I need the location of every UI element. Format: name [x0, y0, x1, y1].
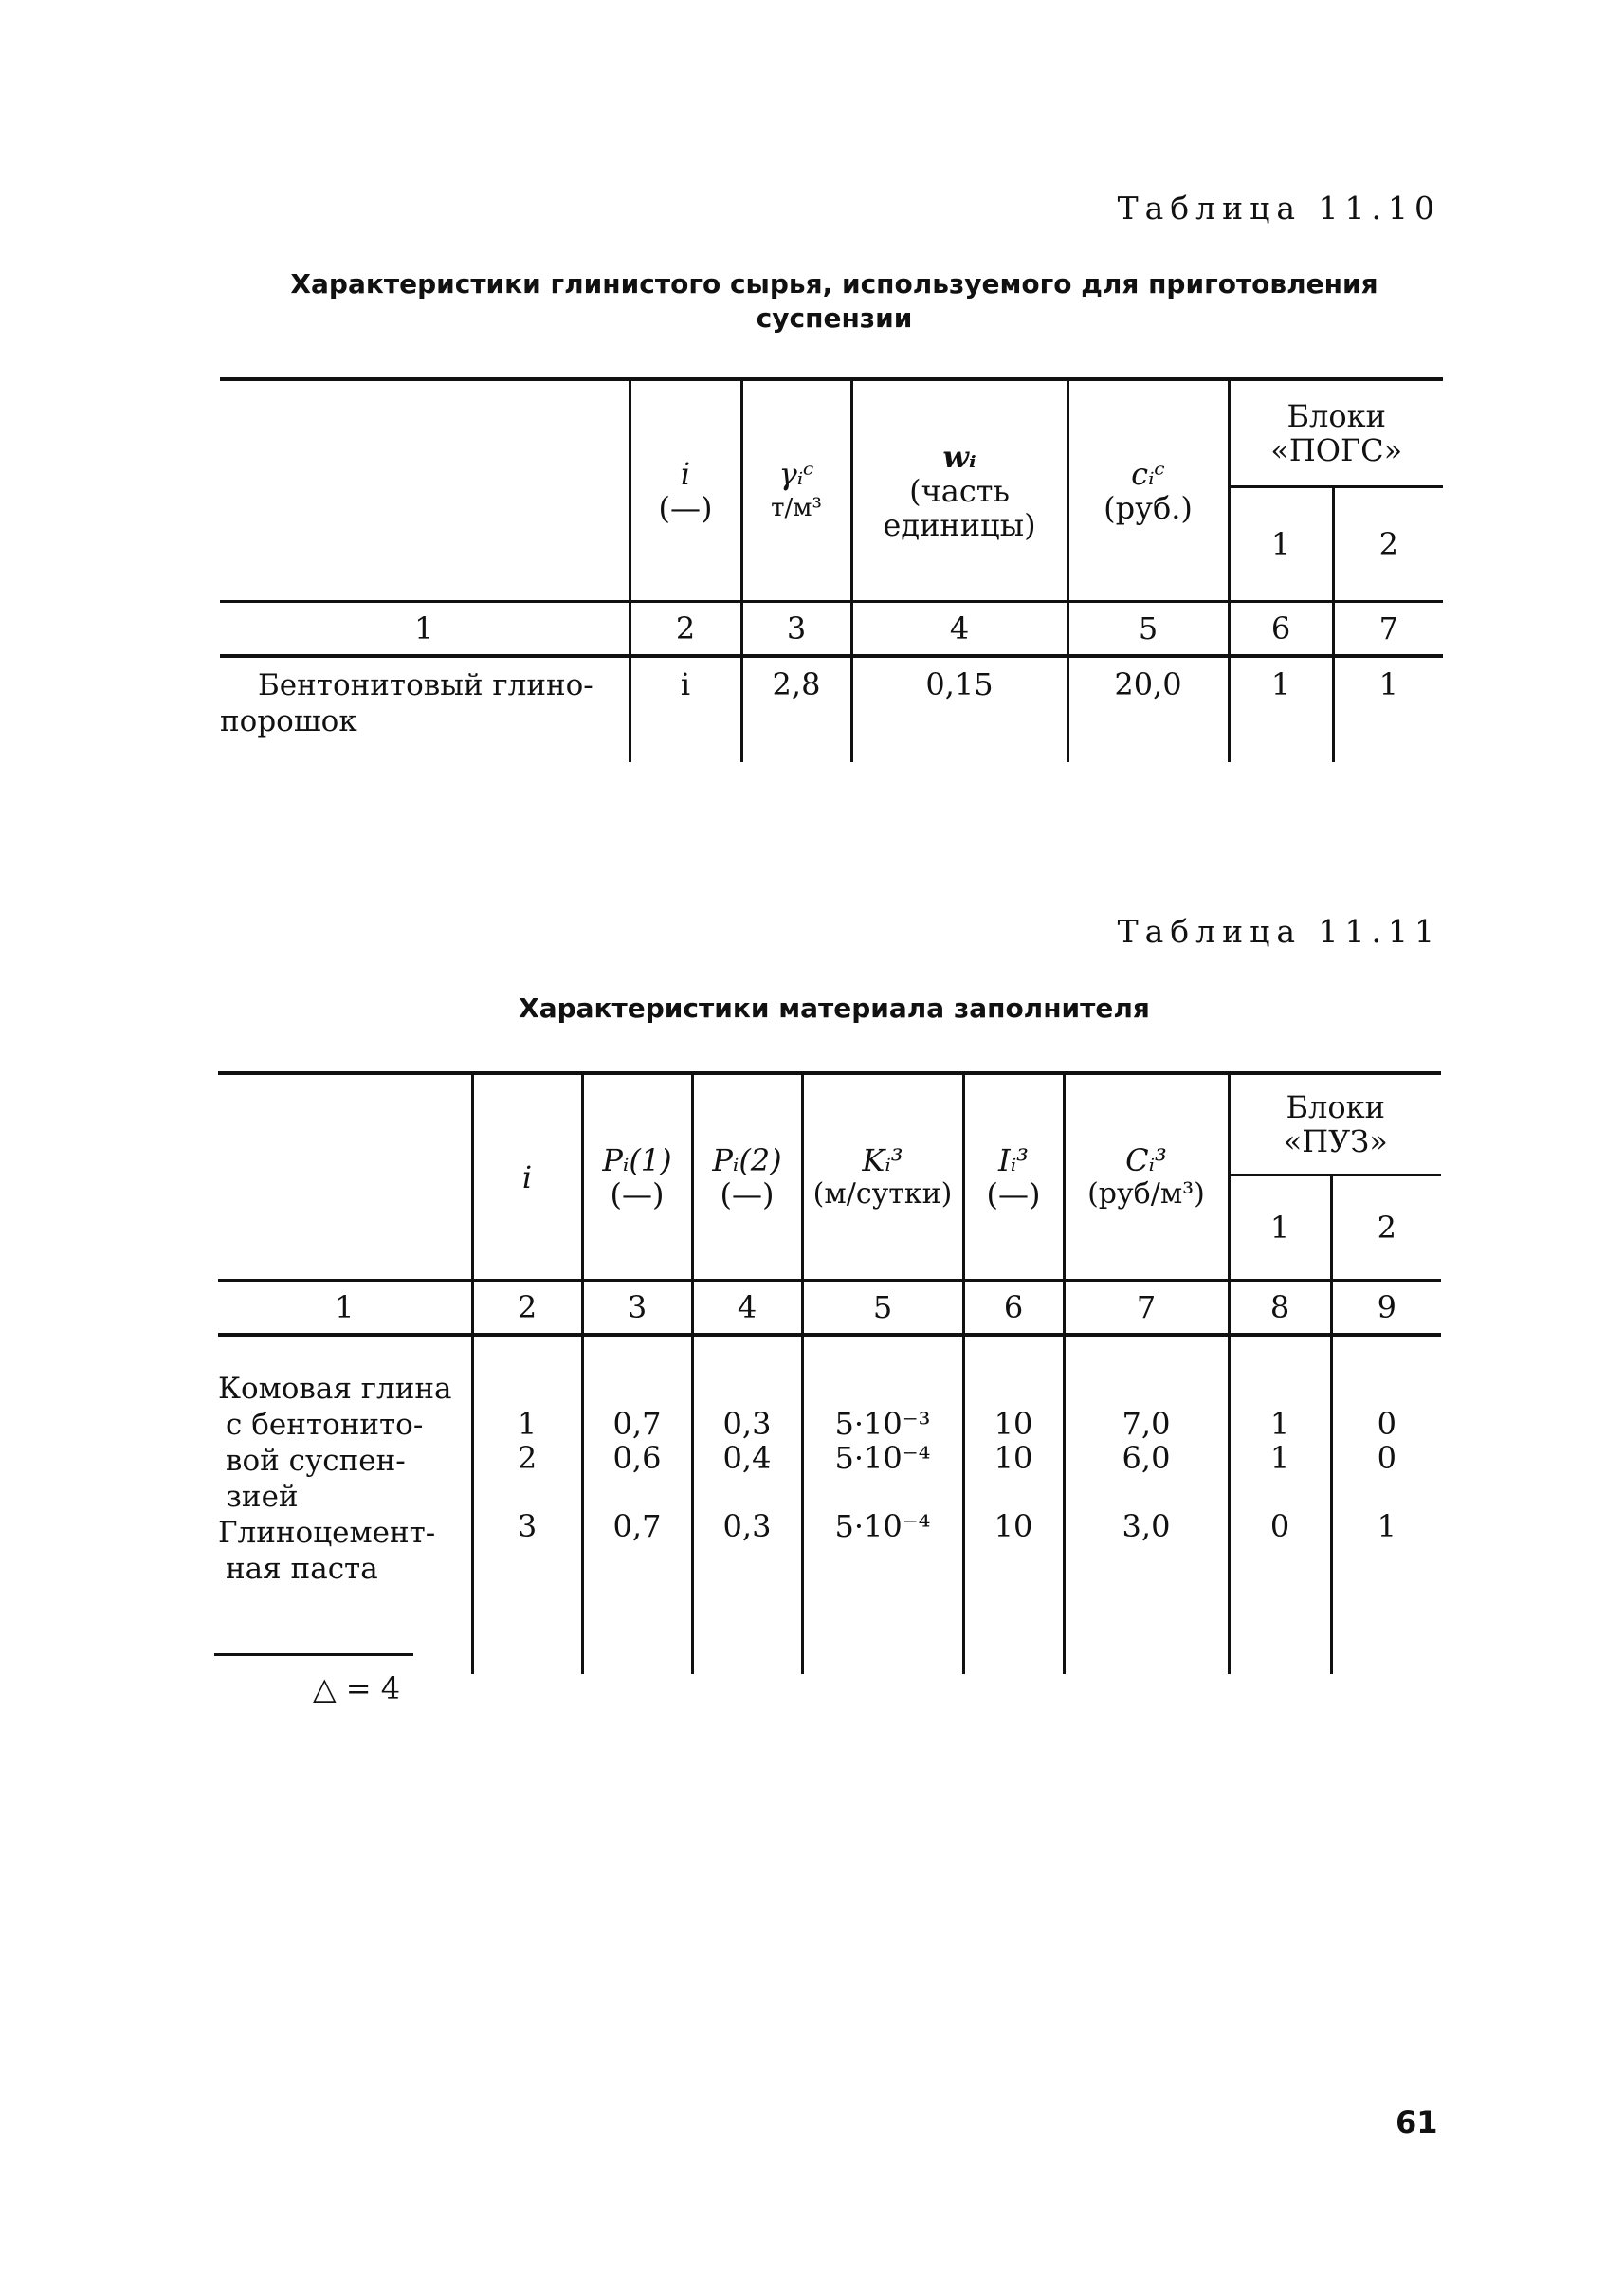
table1-cell-gamma: 2,8	[741, 656, 851, 762]
table2-cell: 10	[994, 1508, 1033, 1544]
table2-col-l	[963, 1335, 1064, 1674]
table2-cell: 1	[1377, 1508, 1396, 1544]
table2-body	[218, 1335, 1441, 1674]
table2-cell: 6,0	[1122, 1440, 1171, 1476]
footnote: △ = 4	[313, 1670, 401, 1706]
table2-colnum-8: 8	[1229, 1281, 1331, 1336]
table2-col-b1	[1229, 1335, 1331, 1674]
table2-colnum-7: 7	[1064, 1281, 1229, 1336]
table1-title-line1: Характеристики глинистого сырья, используемого для приготовления	[290, 268, 1378, 300]
table2-cell: 7,0	[1122, 1406, 1171, 1442]
table1-header-i: i (—)	[630, 379, 741, 602]
table1-colnum-2: 2	[630, 602, 741, 657]
table1-colnum-1: 1	[220, 602, 630, 657]
table2-header-blocks: Блоки «ПУЗ»	[1229, 1073, 1441, 1175]
table1-colnum-3: 3	[741, 602, 851, 657]
table2-caption: Таблица 11.11	[1117, 913, 1441, 950]
table2-col-p2	[692, 1335, 802, 1674]
footnote-rule	[214, 1653, 413, 1656]
table2-cell: 1	[517, 1406, 538, 1442]
table2-col-k	[802, 1335, 963, 1674]
table2-header-i: i	[472, 1073, 582, 1281]
table2-cell: 0,4	[722, 1440, 772, 1476]
table1-header-block-1: 1	[1229, 487, 1333, 602]
table2-col-i	[472, 1335, 582, 1674]
table2-colnum-5: 5	[802, 1281, 963, 1336]
table2-colnum-6: 6	[963, 1281, 1064, 1336]
table1-caption: Таблица 11.10	[1117, 190, 1441, 227]
table2-colnum-2: 2	[472, 1281, 582, 1336]
table2-header-empty	[218, 1073, 472, 1281]
table1-header-empty	[220, 379, 630, 602]
table1-row-name: Бентонитовый глино- порошок	[220, 668, 593, 738]
table1-header-w: wᵢ (часть единицы)	[851, 379, 1067, 602]
table2-header-p1: Pᵢ(1) (—)	[582, 1073, 692, 1281]
table2-colnum-9: 9	[1331, 1281, 1441, 1336]
table1-header-gamma: γᵢᶜ т/м³	[741, 379, 851, 602]
table2-header-c: Cᵢ³ (руб/м³)	[1064, 1073, 1229, 1281]
table1-header-block-2: 2	[1333, 487, 1443, 602]
table1-colnum-4: 4	[851, 602, 1067, 657]
table1-cell-i: i	[630, 656, 741, 762]
table2-cell: 5·10⁻⁴	[834, 1440, 931, 1476]
table1-cell-b1: 1	[1229, 656, 1333, 762]
table2-header-p2: Pᵢ(2) (—)	[692, 1073, 802, 1281]
table2-cell: 10	[994, 1406, 1033, 1442]
table2-cell: 0,7	[612, 1406, 662, 1442]
table2-header-k: Kᵢ³ (м/сутки)	[802, 1073, 963, 1281]
table2-cell: 5·10⁻⁴	[834, 1508, 931, 1544]
table1-cell-b2: 1	[1333, 656, 1443, 762]
table2-cell: 10	[994, 1440, 1033, 1476]
table2-header-block-1: 1	[1229, 1175, 1331, 1281]
table1-cell-c: 20,0	[1067, 656, 1229, 762]
table2-cell: 0	[1377, 1440, 1396, 1476]
table2-header-block-2: 2	[1331, 1175, 1441, 1281]
table2-cell: 5·10⁻³	[834, 1406, 931, 1442]
table2	[218, 1071, 1441, 1674]
table2-colnum-1: 1	[218, 1281, 472, 1336]
table2-cell: 3,0	[1122, 1508, 1171, 1544]
table1-header-c: cᵢᶜ (руб.)	[1067, 379, 1229, 602]
page-number: 61	[1396, 2104, 1438, 2140]
table2-col-c	[1064, 1335, 1229, 1674]
table2-col-p1	[582, 1335, 692, 1674]
table2-cell: 0	[1269, 1508, 1290, 1544]
table1-title	[218, 267, 1451, 336]
table2-cell: 0,7	[612, 1508, 662, 1544]
table1-title-line2: суспензии	[756, 302, 913, 334]
table2-colnum-4: 4	[692, 1281, 802, 1336]
table1-colnum-5: 5	[1067, 602, 1229, 657]
table1	[220, 377, 1443, 762]
table1-cell-w: 0,15	[851, 656, 1067, 762]
table2-cell: 3	[517, 1508, 538, 1544]
table1-row	[220, 656, 1443, 762]
table2-cell: 2	[517, 1440, 538, 1476]
table2-col-b2	[1331, 1335, 1441, 1674]
table2-colnum-3: 3	[582, 1281, 692, 1336]
table2-cell: 1	[1269, 1440, 1290, 1476]
table1-header-blocks: Блоки «ПОГС»	[1229, 379, 1443, 487]
table2-row-names: Комовая глина с бентонито- вой суспен- зией Глиноцемент- ная паста	[218, 1372, 452, 1586]
table2-title: Характеристики материала заполнителя	[519, 993, 1150, 1024]
table2-cell: 0,3	[722, 1508, 772, 1544]
table2-cell: 1	[1269, 1406, 1290, 1442]
table1-colnum-6: 6	[1229, 602, 1333, 657]
table1-colnum-7: 7	[1333, 602, 1443, 657]
table2-cell: 0	[1377, 1406, 1396, 1442]
table2-cell: 0,6	[612, 1440, 662, 1476]
table2-header-l: Iᵢ³ (—)	[963, 1073, 1064, 1281]
table2-cell: 0,3	[722, 1406, 772, 1442]
